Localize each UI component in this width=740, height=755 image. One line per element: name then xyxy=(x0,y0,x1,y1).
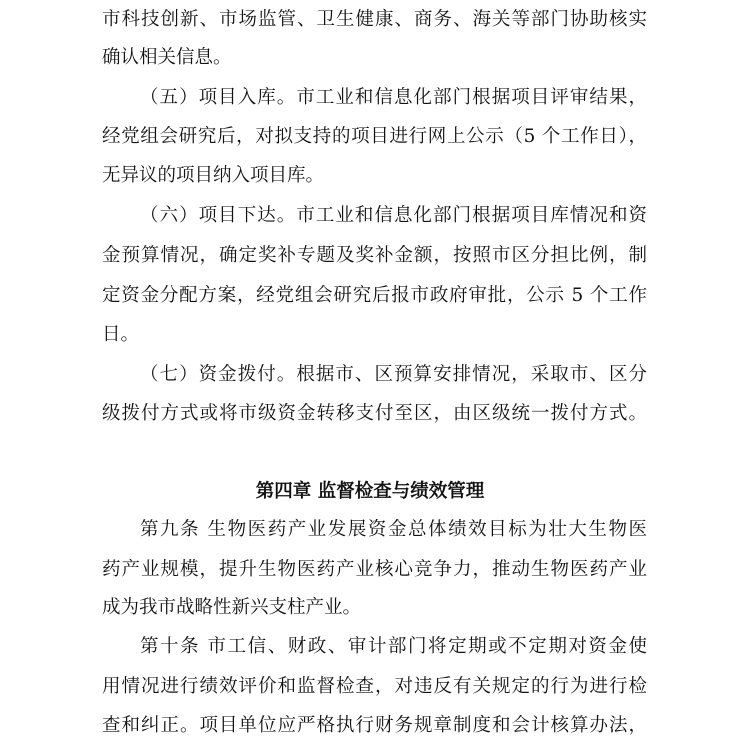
paragraph-line: 第九条 生物医药产业发展资金总体绩效目标为壮大生物医 xyxy=(140,519,647,540)
paragraph-line: （五）项目入库。市工业和信息化部门根据项目评审结果， xyxy=(140,87,647,108)
paragraph-line: 第十条 市工信、财政、审计部门将定期或不定期对资金使 xyxy=(140,636,647,657)
chapter-heading: 第四章 监督检查与绩效管理 xyxy=(255,481,485,502)
paragraph-line: 确认相关信息。 xyxy=(102,47,232,68)
paragraph-line: 成为我市战略性新兴支柱产业。 xyxy=(102,597,362,618)
paragraph-line: 级拨付方式或将市级资金转移支付至区，由区级统一拨付方式。 xyxy=(102,403,647,424)
paragraph-line: 无异议的项目纳入项目库。 xyxy=(102,165,325,186)
paragraph-line: 日。 xyxy=(102,324,140,345)
paragraph-line: 金预算情况，确定奖补专题及奖补金额，按照市区分担比例，制 xyxy=(102,245,647,266)
paragraph-line: 用情况进行绩效评价和监督检查，对违反有关规定的行为进行检 xyxy=(102,676,647,697)
paragraph-line: 查和纠正。项目单位应严格执行财务规章制度和会计核算办法， xyxy=(102,715,647,736)
paragraph-line: 经党组会研究后，对拟支持的项目进行网上公示（5 个工作日）， xyxy=(102,126,647,147)
paragraph-line: （六）项目下达。市工业和信息化部门根据项目库情况和资 xyxy=(140,205,647,226)
paragraph-line: 市科技创新、市场监管、卫生健康、商务、海关等部门协助核实 xyxy=(102,9,647,30)
paragraph-line: 定资金分配方案，经党组会研究后报市政府审批，公示 5 个工作 xyxy=(102,285,647,306)
paragraph-line: （七）资金拨付。根据市、区预算安排情况，采取市、区分 xyxy=(140,364,647,385)
paragraph-line: 药产业规模，提升生物医药产业核心竞争力，推动生物医药产业 xyxy=(102,559,647,580)
